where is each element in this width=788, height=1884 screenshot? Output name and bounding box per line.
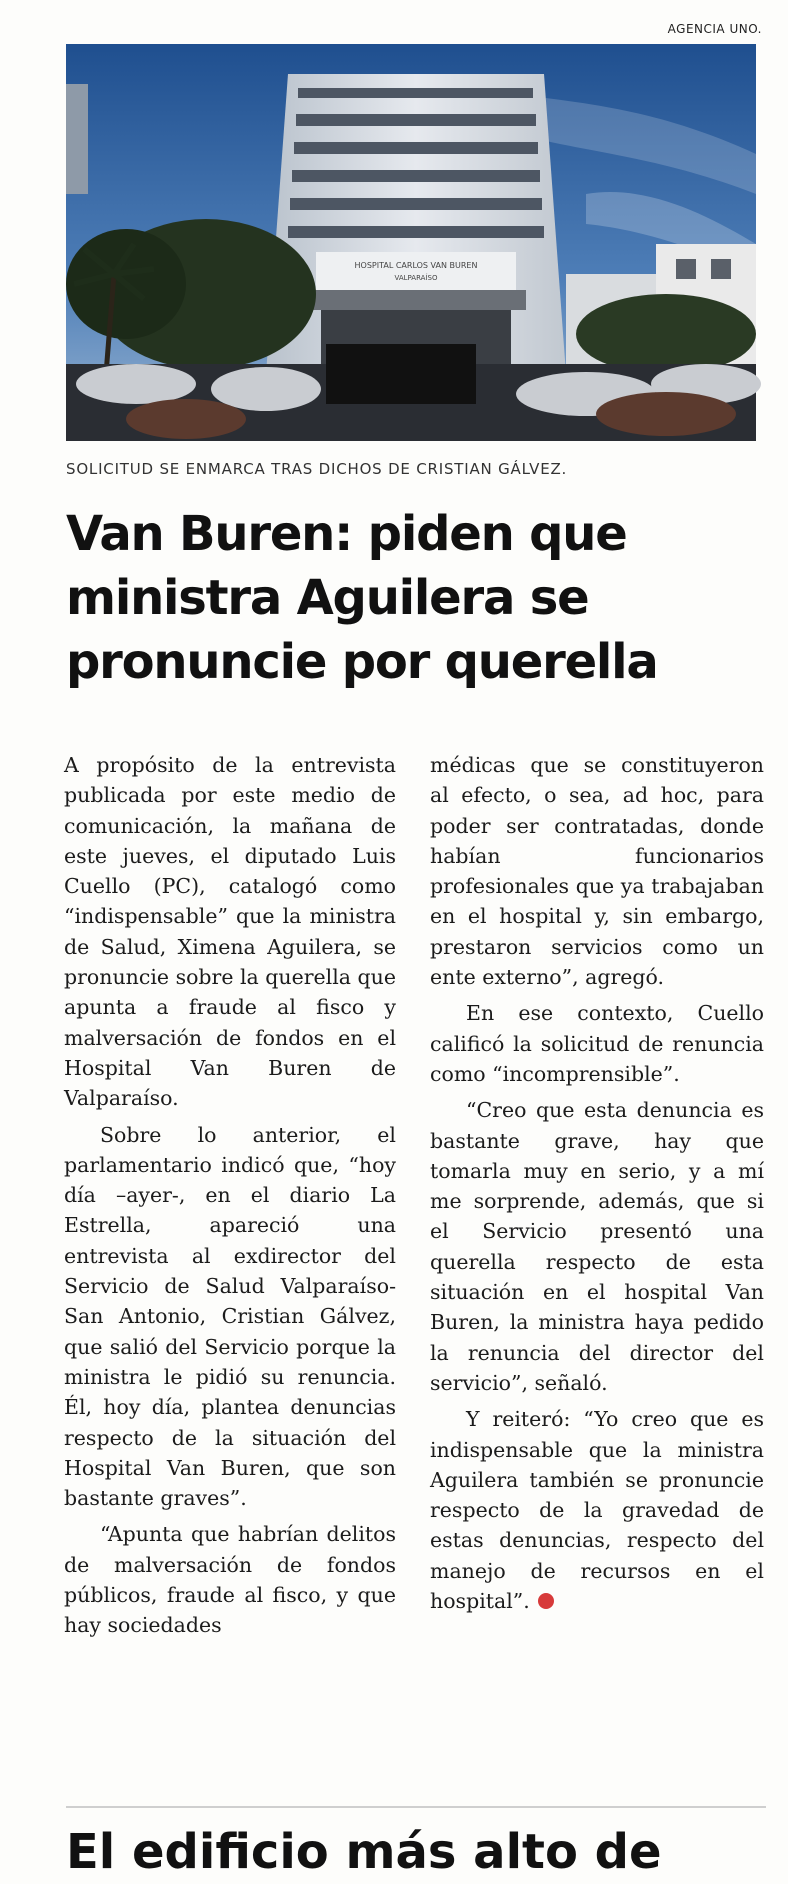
- article-paragraph: A propósito de la entrevista publicada por este medio de comunicación, la mañana de este jueves, el diputado Luis Cuello (PC), catalogó como “indispensable” que la ministra de Salud, Ximena Aguilera, se pronuncie sobre la querella que apunta a fraude al fisco y malversación de fondos en el Hospital Van Buren de Valparaíso.: [64, 753, 396, 1111]
- headline-line: ministra Aguilera se: [66, 570, 589, 626]
- article-paragraph: En ese contexto, Cuello calificó la solicitud de renuncia como “incomprensible”.: [430, 1001, 764, 1086]
- article-headline: [66, 502, 766, 694]
- article-paragraph: Sobre lo anterior, el parlamentario indicó que, “hoy día –ayer-, en el diario La Estrella, apareció una entrevista al exdirector del Servicio de Salud Valparaíso-San Antonio, Cristian Gálvez, que salió del Servicio porque la ministra le pidió su renuncia. Él, hoy día, plantea denuncias respecto de la situación del Hospital Van Buren, que son bastante graves”.: [64, 1122, 396, 1511]
- article-paragraph: médicas que se constituyeron al efecto, o sea, ad hoc, para poder ser contratadas, donde habían funcionarios profesionales que ya trabajaban en el hospital y, sin embargo, prestaron servicios como un ente externo”, agregó.: [430, 753, 764, 990]
- article-paragraph: “Apunta que habrían delitos de malversación de fondos públicos, fraude al fisco, y que hay sociedades: [64, 1522, 396, 1638]
- sign-text-line1: HOSPITAL CARLOS VAN BUREN: [354, 261, 478, 270]
- end-of-article-icon: [538, 1593, 554, 1609]
- headline-line: Van Buren: piden que: [66, 506, 627, 562]
- headline-line: pronuncie por querella: [66, 634, 658, 690]
- hospital-building-image: [66, 44, 756, 441]
- next-article-headline: El edificio más alto de: [66, 1824, 662, 1880]
- article-column-left: [64, 750, 396, 1647]
- article-paragraph: “Creo que esta denuncia es bastante grave, hay que tomarla muy en serio, y a mí me sorprende, además, que si el Servicio presentó una querella respecto de esta situación en el hospital Van Buren, la ministra haya pedido la renuncia del director del servicio”, señaló.: [430, 1098, 764, 1395]
- sign-text-line2: VALPARAÍSO: [394, 274, 438, 282]
- photo-caption: SOLICITUD SE ENMARCA TRAS DICHOS DE CRISTIAN GÁLVEZ.: [66, 460, 568, 478]
- article-column-right: [430, 750, 764, 1622]
- article-paragraph-final: [430, 1404, 764, 1616]
- hospital-photo: [66, 44, 756, 441]
- photo-credit: AGENCIA UNO.: [667, 22, 762, 36]
- final-paragraph-text: Y reiteró: “Yo creo que es indispensable que la ministra Aguilera también se pronuncie respecto de la gravedad de estas denuncias, respecto del manejo de recursos en el hospital”.: [430, 1407, 764, 1614]
- section-divider: [66, 1806, 766, 1808]
